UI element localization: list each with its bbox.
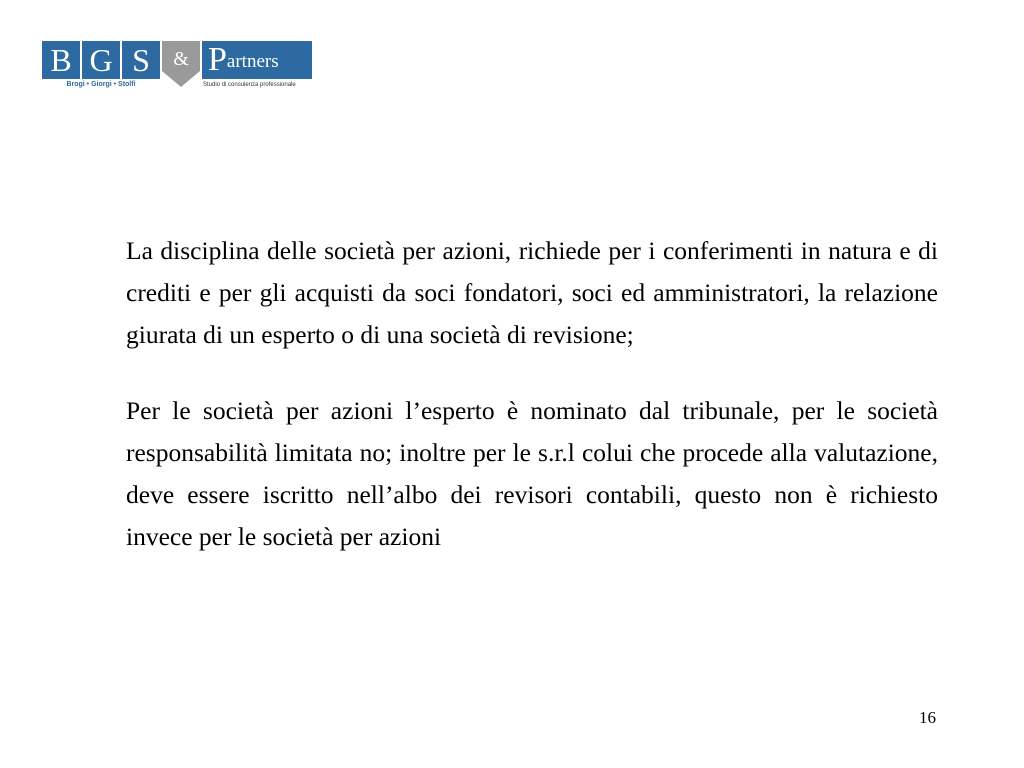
logo-ampersand: & [173, 48, 189, 70]
company-logo [42, 41, 312, 93]
logo-letter-b: B [42, 41, 80, 79]
logo-subtitle: Studio di consulenza professionale [203, 82, 296, 88]
logo-letter-s: S [122, 41, 160, 79]
logo-ampersand-shield [162, 41, 200, 87]
paragraph-1: La disciplina delle società per azioni, richiede per i conferimenti in natura e di crediti e per gli acquisti da soci fondatori, soci ed amministratori, la relazione giurata di un esperto o di una società di revisione; [126, 236, 938, 349]
logo-partners [202, 41, 312, 79]
logo-partners-initial: P [208, 41, 227, 78]
logo-tagline: Brogi • Giorgi • Stolfi [66, 81, 136, 88]
slide-content [126, 230, 938, 558]
paragraph-2: Per le società per azioni l’esperto è nominato dal tribunale, per le società responsabilità limitata no; inoltre per le s.r.l colui che procede alla valutazione, deve essere iscritto nell’albo dei revisori contabili, questo non è richiesto invece per le società per azioni [126, 396, 938, 551]
logo-letter-g: G [82, 41, 120, 79]
logo-partners-word: artners [226, 51, 279, 72]
slide-number: 16 [919, 708, 936, 727]
